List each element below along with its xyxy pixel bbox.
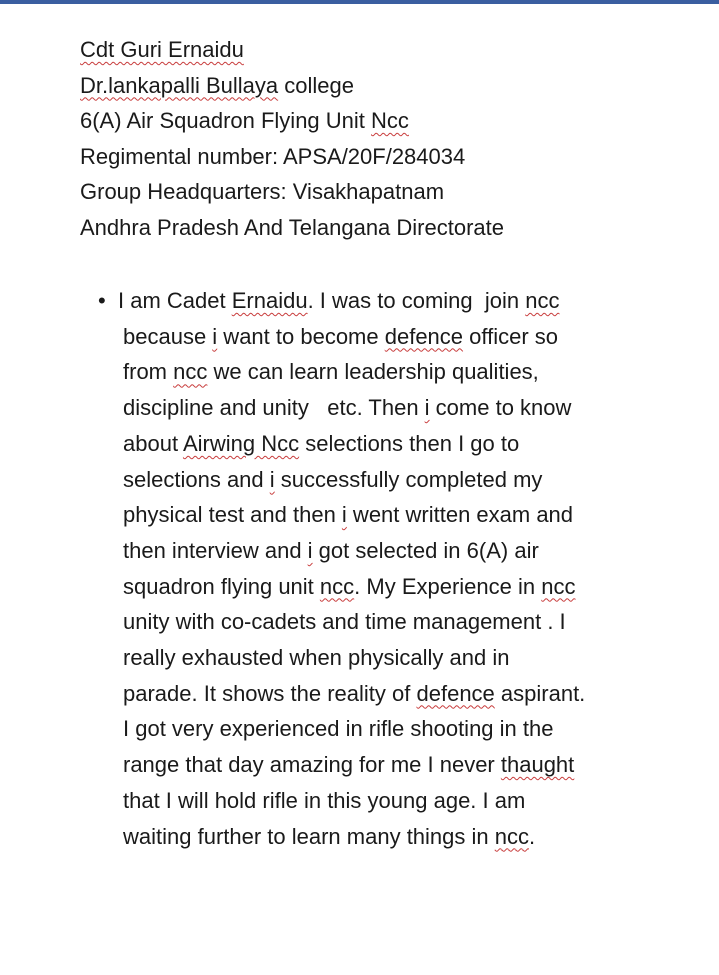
essay-line [98, 676, 658, 712]
header-line-directorate [80, 210, 700, 246]
essay-text: I am Cadet [118, 288, 232, 313]
essay-text: thaught [500, 752, 575, 778]
essay-text: parade. It shows the reality of [123, 680, 417, 706]
essay-text: because [123, 323, 213, 349]
essay-text: ncc [494, 823, 529, 849]
essay-text: discipline and unity etc. Then [123, 395, 425, 421]
essay-line [98, 569, 658, 605]
essay-line [98, 819, 658, 855]
essay-text: . I was to coming join [307, 288, 526, 313]
essay-text: aspirant. [494, 680, 586, 706]
essay-text: . My Experience in [354, 573, 542, 599]
essay-text: i [307, 537, 313, 563]
essay-line [98, 426, 658, 462]
essay-text: got selected in 6(A) air [312, 537, 539, 563]
essay-text: defence [416, 680, 495, 706]
essay-text: waiting further to learn many things in [123, 823, 495, 849]
essay-line [98, 283, 658, 319]
essay-text: . [529, 823, 536, 849]
essay-text: ncc [173, 359, 208, 385]
essay-text: Ernaidu [231, 288, 308, 313]
essay-line [98, 462, 658, 498]
header-text: Regimental number: APSA/20F/284034 [80, 143, 466, 169]
header-text: 6(A) Air Squadron Flying Unit [80, 108, 372, 133]
header-line-college [80, 68, 700, 104]
header-text: college [278, 72, 354, 98]
header-text: Group Headquarters: Visakhapatnam [80, 179, 445, 204]
header-line-regimental-number [80, 139, 700, 175]
essay-text: come to know [429, 395, 572, 421]
top-rule [0, 0, 719, 4]
essay-text: unity with co-cadets and time management . I [123, 609, 566, 635]
essay-paragraph [98, 283, 658, 854]
header-line-name [80, 32, 700, 68]
essay-text: we can learn leadership qualities, [207, 359, 539, 385]
essay-text: officer so [463, 323, 559, 349]
essay-text: range that day amazing for me I never [123, 752, 501, 778]
essay-text: really exhausted when physically and in [123, 645, 510, 671]
header-text: Dr.lankapalli Bullaya [80, 72, 279, 98]
essay-line [98, 497, 658, 533]
essay-line [98, 747, 658, 783]
essay-text: I got very experienced in rifle shooting in the [123, 716, 554, 742]
essay-text: that I will hold rifle in this young age. I am [123, 787, 526, 813]
essay-text: i [424, 395, 430, 421]
essay-line [98, 640, 658, 676]
header-line-group-hq [80, 174, 700, 210]
document-header [80, 32, 700, 245]
essay-text: about [123, 430, 183, 456]
essay-text: want to become [217, 323, 385, 349]
essay-text: went written exam and [346, 502, 574, 528]
essay-line [98, 390, 658, 426]
essay-text: ncc [525, 288, 560, 313]
essay-text: successfully completed my [274, 466, 543, 492]
essay-line [98, 319, 658, 355]
essay-text: selections and [123, 466, 270, 492]
essay-line [98, 354, 658, 390]
essay-text: i [269, 466, 275, 492]
essay-text: then interview and [123, 537, 308, 563]
essay-line [98, 533, 658, 569]
essay-text: selections then I go to [299, 430, 520, 456]
header-line-unit [80, 103, 700, 139]
header-text: Ncc [371, 108, 409, 133]
bullet-marker: • [98, 288, 106, 313]
essay-text: i [212, 323, 218, 349]
essay-text: ncc [541, 573, 576, 599]
essay-text: from [123, 359, 174, 385]
essay-text: Airwing Ncc [182, 430, 300, 456]
essay-line [98, 711, 658, 747]
header-text: Cdt Guri Ernaidu [80, 37, 244, 62]
essay-text: ncc [319, 573, 355, 599]
essay-line [98, 604, 658, 640]
essay-line [98, 783, 658, 819]
essay-text: i [341, 502, 347, 528]
essay-text: physical test and then [123, 502, 342, 528]
essay-text: squadron flying unit [123, 573, 320, 599]
essay-text: defence [384, 323, 464, 349]
header-text: Andhra Pradesh And Telangana Directorate [80, 214, 504, 240]
